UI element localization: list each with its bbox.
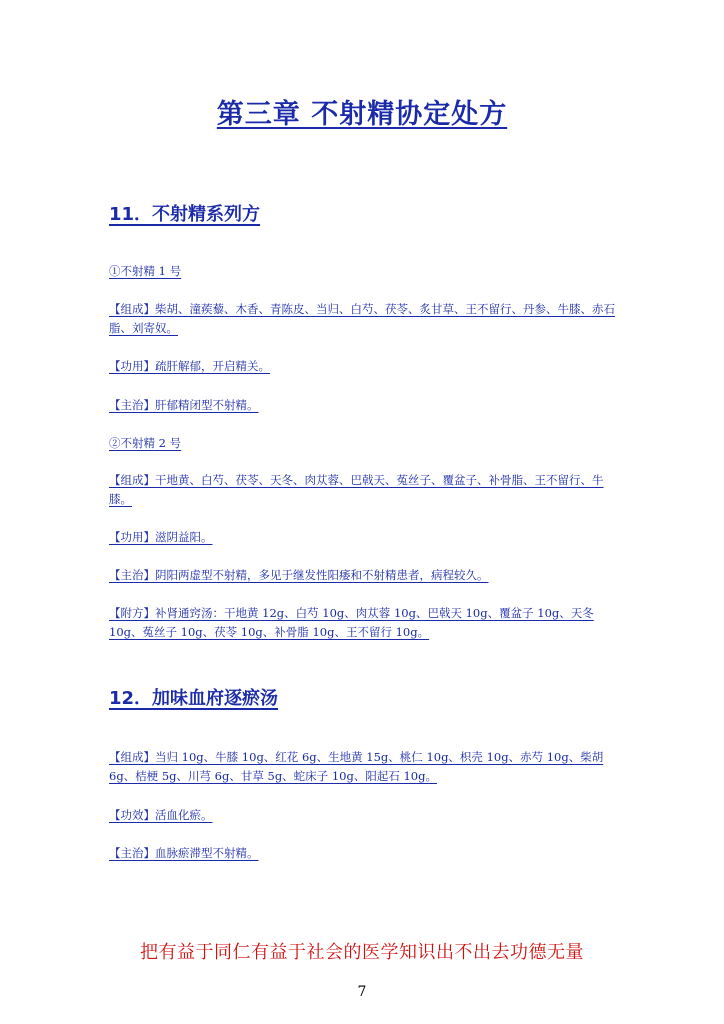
formula-2-function: 【功用】滋阴益阳。 [109, 530, 213, 544]
formula-2-appendix: 【附方】补肾通窍汤：干地黄 12g、白芍 10g、肉苁蓉 10g、巴戟天 10g、覆盆子 10g、天冬 10g、菟丝子 10g、茯苓 10g、补骨脂 10g、王不留行 10g。 [109, 606, 594, 639]
formula-2-name: ②不射精 2 号 [109, 436, 182, 450]
section-12-heading: 12．加味血府逐瘀汤 [109, 688, 279, 709]
formula-2-composition: 【组成】干地黄、白芍、茯苓、天冬、肉苁蓉、巴戟天、菟丝子、覆盆子、补骨脂、王不留行、牛膝。 [109, 473, 604, 506]
formula-2-indication: 【主治】阴阳两虚型不射精，多见于继发性阳痿和不射精患者，病程较久。 [109, 568, 489, 582]
chapter-title [0, 92, 724, 131]
formula-1-function: 【功用】疏肝解郁，开启精关。 [109, 359, 270, 373]
footer-slogan: 把有益于同仁有益于社会的医学知识出不出去功德无量 [140, 942, 584, 963]
formula-12-composition: 【组成】当归 10g、牛膝 10g、红花 6g、生地黄 15g、桃仁 10g、枳壳 10g、赤芍 10g、柴胡 6g、桔梗 5g、川芎 6g、甘草 5g、蛇床子 10g、阳起石 10g。 [109, 750, 604, 783]
formula-12-indication: 【主治】血脉瘀滞型不射精。 [109, 846, 259, 860]
formula-1-composition: 【组成】柴胡、潼蒺藜、木香、青陈皮、当归、白芍、茯苓、炙甘草、王不留行、丹参、牛膝、赤石脂、刘寄奴。 [109, 302, 615, 335]
section-11-heading: 11．不射精系列方 [109, 204, 261, 225]
formula-12-effect: 【功效】活血化瘀。 [109, 808, 213, 822]
formula-1-indication: 【主治】肝郁精闭型不射精。 [109, 398, 259, 412]
formula-1-name: ①不射精 1 号 [109, 264, 182, 278]
chapter-title-text: 第三章 不射精协定处方 [216, 99, 508, 130]
page-number: 7 [357, 984, 367, 1000]
